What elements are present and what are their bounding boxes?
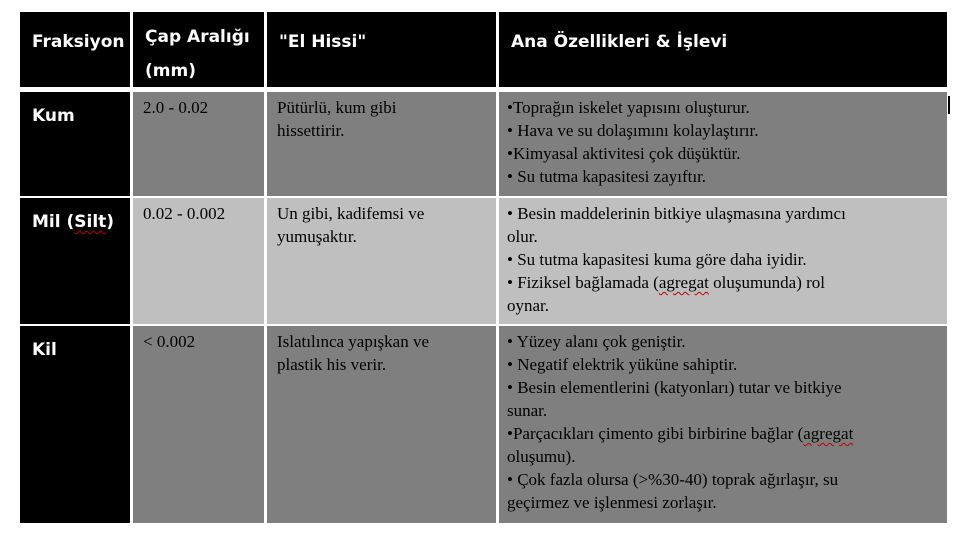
row-mil-label: Mil (Silt)	[20, 198, 130, 324]
row-mil-features: • Besin maddelerinin bitkiye ulaşmasına yardımcı olur. • Su tutma kapasitesi kuma göre daha iyidir. • Fiziksel bağlamada (agregat oluşumunda) rol oynar.	[499, 198, 947, 324]
table-edge-marker	[948, 96, 950, 114]
row-kil-feel: Islatılınca yapışkan ve plastik his verir.	[267, 326, 496, 523]
row-mil-range: 0.02 - 0.002	[133, 198, 264, 324]
header-fraksiyon: Fraksiyon	[20, 12, 130, 87]
row-kil-label: Kil	[20, 326, 130, 523]
row-kum-feel: Pütürlü, kum gibi hissettirir.	[267, 92, 496, 196]
header-cap-araligi: Çap Aralığı (mm)	[133, 12, 264, 87]
row-kum-range: 2.0 - 0.02	[133, 92, 264, 196]
header-ana-ozellikleri: Ana Özellikleri & İşlevi	[499, 12, 947, 87]
header-el-hissi: "El Hissi"	[267, 12, 496, 87]
row-kum-features: •Toprağın iskelet yapısını oluşturur. • Hava ve su dolaşımını kolaylaştırır. •Kimyasal aktivitesi çok düşüktür. • Su tutma kapasitesi zayıftır.	[499, 92, 947, 196]
row-kil-features: • Yüzey alanı çok geniştir. • Negatif elektrik yüküne sahiptir. • Besin elementlerini (katyonları) tutar ve bitkiye sunar. •Parçacıkları çimento gibi birbirine bağlar (agregat oluşumu). • Çok fazla olursa (>%30-40) toprak ağırlaşır, su geçirmez ve işlenmesi zorlaşır.	[499, 326, 947, 523]
row-mil-feel: Un gibi, kadifemsi ve yumuşaktır.	[267, 198, 496, 324]
row-kum-label: Kum	[20, 92, 130, 196]
row-kil-range: < 0.002	[133, 326, 264, 523]
